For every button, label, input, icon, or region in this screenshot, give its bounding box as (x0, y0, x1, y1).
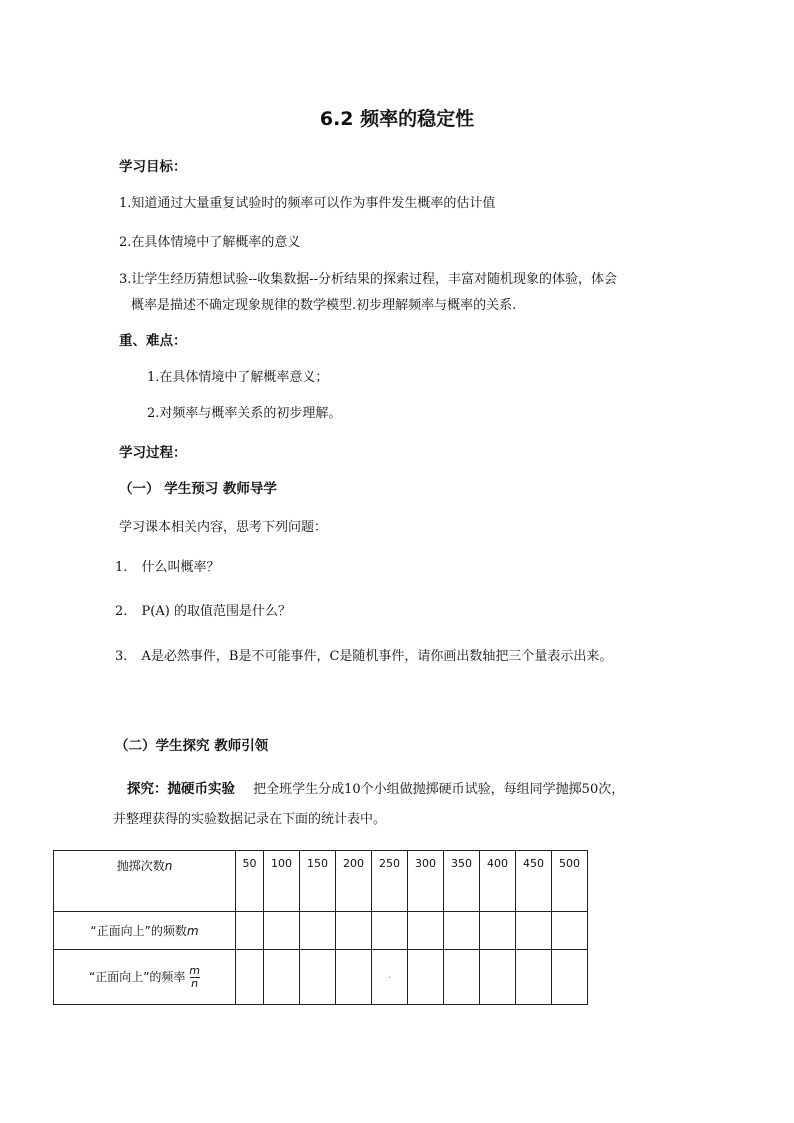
part1-heading: （一） 学生预习 教师导学 (119, 481, 277, 497)
objective-3: 3.让学生经历猜想试验--收集数据--分析结果的探索过程，丰富对随机现象的体验，体会 (119, 272, 617, 287)
table-cell[interactable] (516, 950, 552, 1005)
objective-1: 1.知道通过大量重复试验时的频率可以作为事件发生概率的估计值 (119, 196, 496, 211)
table-cell[interactable] (516, 912, 552, 950)
question-text: 什么叫概率？ (141, 560, 220, 575)
fraction: $\frac{m}{n}$ (189, 963, 200, 990)
table-cell[interactable] (444, 950, 480, 1005)
table-cell[interactable] (300, 912, 336, 950)
key-points-heading: 重、难点： (119, 333, 187, 349)
page-title: 6.2 频率的稳定性 (319, 108, 475, 130)
table-cell[interactable] (480, 912, 516, 950)
part2-heading: （二）学生探究 教师引领 (115, 738, 269, 754)
question-number: 3. (115, 649, 128, 664)
explore-label: 探究：抛硬币实验 (127, 781, 235, 797)
column-header: 200 (336, 851, 372, 912)
table-cell[interactable] (264, 950, 300, 1005)
column-header: 400 (480, 851, 516, 912)
table-cell[interactable] (300, 950, 336, 1005)
stray-mark: · (387, 972, 392, 984)
intro-text: 学习课本相关内容，思考下列问题： (119, 520, 328, 535)
table-cell[interactable] (336, 950, 372, 1005)
table-cell[interactable] (336, 912, 372, 950)
column-header: 250 (372, 851, 408, 912)
table-row (54, 851, 588, 912)
table-cell[interactable] (444, 912, 480, 950)
objective-2: 2.在具体情境中了解概率的意义 (119, 235, 301, 250)
table-row (54, 950, 588, 1005)
table-cell[interactable] (372, 912, 408, 950)
question-number: 2. (115, 604, 128, 619)
key-point-1: 1.在具体情境中了解概率意义； (147, 370, 329, 385)
question-1 (115, 556, 220, 575)
explore-line-1 (127, 777, 624, 797)
column-header: 100 (264, 851, 300, 912)
row-label-heads-count: “正面向上”的频数m (54, 912, 236, 950)
key-point-2: 2.对频率与概率关系的初步理解。 (147, 406, 342, 421)
question-text: P(A) 的取值范围是什么？ (141, 604, 291, 619)
statistics-table (53, 850, 588, 1005)
table-cell[interactable] (236, 912, 264, 950)
row-label-heads-frequency: “正面向上”的频率 $\frac{m}{n}$ (54, 950, 236, 1005)
table-cell[interactable] (236, 950, 264, 1005)
column-header: 450 (516, 851, 552, 912)
column-header: 150 (300, 851, 336, 912)
row-label-throws: 抛掷次数n (54, 851, 236, 912)
explore-line-2: 并整理获得的实验数据记录在下面的统计表中。 (113, 812, 387, 827)
table-cell[interactable] (372, 950, 408, 1005)
table-cell[interactable] (408, 950, 444, 1005)
question-3 (115, 645, 612, 664)
table-cell[interactable] (552, 950, 588, 1005)
question-2 (115, 600, 291, 619)
objective-3-cont: 概率是描述不确定现象规律的数学模型.初步理解频率与概率的关系. (131, 298, 517, 313)
column-header: 500 (552, 851, 588, 912)
column-header: 50 (236, 851, 264, 912)
question-number: 1. (115, 560, 128, 575)
question-text: A是必然事件，B是不可能事件，C是随机事件，请你画出数轴把三个量表示出来。 (141, 649, 613, 664)
table-cell[interactable] (552, 912, 588, 950)
explore-text: 把全班学生分成10个小组做抛掷硬币试验，每组同学抛掷50次， (253, 782, 625, 797)
process-heading: 学习过程： (119, 445, 187, 461)
column-header: 350 (444, 851, 480, 912)
column-header: 300 (408, 851, 444, 912)
objectives-heading: 学习目标： (119, 159, 187, 175)
table-cell[interactable] (480, 950, 516, 1005)
table-row (54, 912, 588, 950)
table-cell[interactable] (264, 912, 300, 950)
table-cell[interactable] (408, 912, 444, 950)
